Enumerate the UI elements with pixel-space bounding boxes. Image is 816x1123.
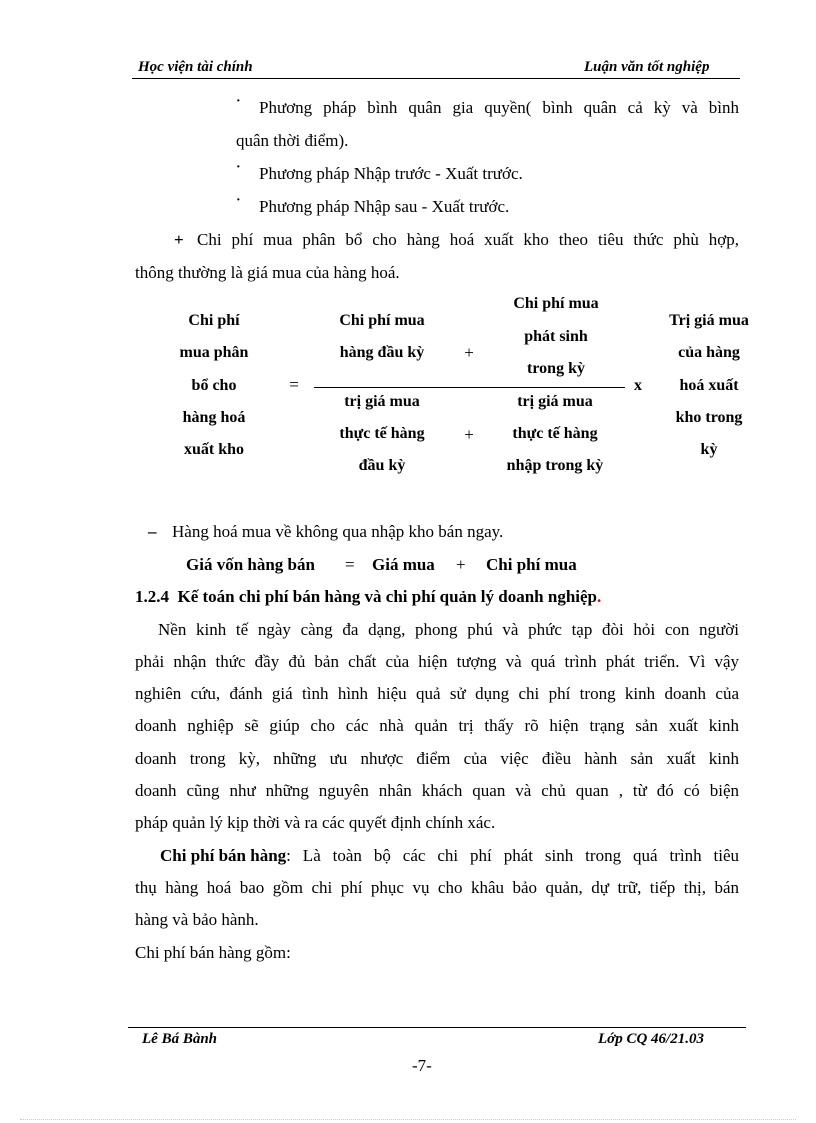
numerator-a-line: hàng đầu kỳ bbox=[339, 344, 425, 361]
bullet-1-line-2: quân thời điểm). bbox=[236, 131, 349, 150]
header-right: Luận văn tốt nghiệp bbox=[584, 59, 710, 75]
denominator-plus: + bbox=[464, 425, 474, 444]
paragraph-2-line-3: hàng và bảo hành. bbox=[135, 910, 259, 929]
header-rule bbox=[132, 78, 740, 79]
cogs-equals: = bbox=[345, 555, 355, 574]
plus-para-line-2: thông thường là giá mua của hàng hoá. bbox=[135, 263, 400, 282]
paragraph-1-line: doanh trong kỳ, những ưu nhược điểm của việc điều hành sản xuất kinh bbox=[135, 749, 739, 768]
paragraph-1-line: pháp quản lý kịp thời và ra các quyết định chính xác. bbox=[135, 813, 496, 832]
numerator-b-line: phát sinh bbox=[524, 328, 588, 345]
paragraph-1-line: doanh nghiệp sẽ giúp cho các nhà quản trị thấy rõ hiện trạng sản xuất kinh bbox=[135, 716, 739, 735]
numerator-b-line: Chi phí mua bbox=[513, 295, 599, 312]
numerator-a-line: Chi phí mua bbox=[339, 312, 425, 329]
rhs-line: Trị giá mua bbox=[669, 312, 749, 329]
section-number: 1.2.4 bbox=[135, 587, 169, 606]
cogs-plus: + bbox=[456, 555, 466, 574]
denominator-a-line: đầu kỳ bbox=[358, 457, 406, 474]
section-period: . bbox=[597, 587, 602, 606]
footer-rule bbox=[128, 1027, 746, 1028]
section-title: Kế toán chi phí bán hàng và chi phí quản lý doanh nghiệp bbox=[177, 587, 597, 606]
paragraph-1-line: nghiên cứu, đánh giá tình hình hiệu quả sử dụng chi phí trong kinh doanh của bbox=[135, 684, 739, 703]
rhs-line: kho trong bbox=[675, 409, 743, 426]
bullet-1-line-1: Phương pháp bình quân gia quyền( bình quân cả kỳ và bình bbox=[259, 98, 739, 117]
paragraph-1-line: phải nhận thức đầy đủ bản chất của hiện tượng và quá trình phát triển. Vì vậy bbox=[135, 652, 739, 671]
rhs-line: hoá xuất bbox=[679, 377, 739, 394]
multiply-sign: x bbox=[634, 377, 642, 394]
page-number: -7- bbox=[412, 1056, 432, 1075]
fraction-bar bbox=[314, 387, 625, 388]
term-definition: : Là toàn bộ các chi phí phát sinh trong quá trình tiêu bbox=[286, 846, 739, 865]
denominator-a-line: thực tế hàng bbox=[339, 425, 425, 442]
bullet-icon: · bbox=[236, 94, 241, 109]
section-heading bbox=[135, 587, 601, 607]
bullet-2-text: Phương pháp Nhập trước - Xuất trước. bbox=[259, 164, 523, 183]
cogs-purchase-price: Giá mua bbox=[372, 555, 435, 574]
closing-line: Chi phí bán hàng gồm: bbox=[135, 943, 291, 962]
rhs-line: của hàng bbox=[678, 344, 740, 361]
rhs-line: kỳ bbox=[700, 441, 718, 458]
bullet-icon: · bbox=[236, 160, 241, 175]
footer-class: Lớp CQ 46/21.03 bbox=[598, 1031, 704, 1047]
denominator-b-line: trị giá mua bbox=[517, 393, 593, 410]
paragraph-2-line-1 bbox=[160, 846, 739, 866]
plus-para-line-1: Chi phí mua phân bổ cho hàng hoá xuất kho theo tiêu thức phù hợp, bbox=[197, 230, 739, 249]
lhs-line: bổ cho bbox=[191, 377, 237, 394]
dash-icon: – bbox=[148, 522, 157, 541]
lhs-line: mua phân bbox=[179, 344, 249, 361]
denominator-a-line: trị giá mua bbox=[344, 393, 420, 410]
lhs-line: xuất kho bbox=[183, 441, 245, 458]
paragraph-1-line: Nền kinh tế ngày càng đa dạng, phong phú và phức tạp đòi hỏi con người bbox=[158, 620, 739, 639]
denominator-b-line: thực tế hàng bbox=[512, 425, 598, 442]
bullet-icon: · bbox=[236, 193, 241, 208]
bullet-3-text: Phương pháp Nhập sau - Xuất trước. bbox=[259, 197, 510, 216]
equals-sign: = bbox=[289, 375, 299, 394]
plus-icon: + bbox=[174, 230, 184, 249]
page-edge bbox=[20, 1119, 796, 1120]
lhs-line: Chi phí bbox=[188, 312, 240, 329]
cogs-purchase-cost: Chi phí mua bbox=[486, 555, 577, 574]
numerator-b-line: trong kỳ bbox=[527, 360, 585, 377]
dash-item-text: Hàng hoá mua về không qua nhập kho bán ngay. bbox=[172, 522, 504, 541]
lhs-line: hàng hoá bbox=[182, 409, 246, 426]
paragraph-2-line-2: thụ hàng hoá bao gồm chi phí phục vụ cho khâu bảo quản, dự trữ, tiếp thị, bán bbox=[135, 878, 739, 897]
header-left: Học viện tài chính bbox=[138, 59, 253, 75]
term-chi-phi-ban-hang: Chi phí bán hàng bbox=[160, 846, 287, 865]
paragraph-1-line: doanh cũng như những nguyên nhân khách quan và chủ quan , từ đó có biện bbox=[135, 781, 739, 800]
cogs-term: Giá vốn hàng bán bbox=[186, 555, 315, 574]
numerator-plus: + bbox=[464, 343, 474, 362]
footer-author: Lê Bá Bành bbox=[142, 1031, 218, 1047]
denominator-b-line: nhập trong kỳ bbox=[506, 457, 604, 474]
